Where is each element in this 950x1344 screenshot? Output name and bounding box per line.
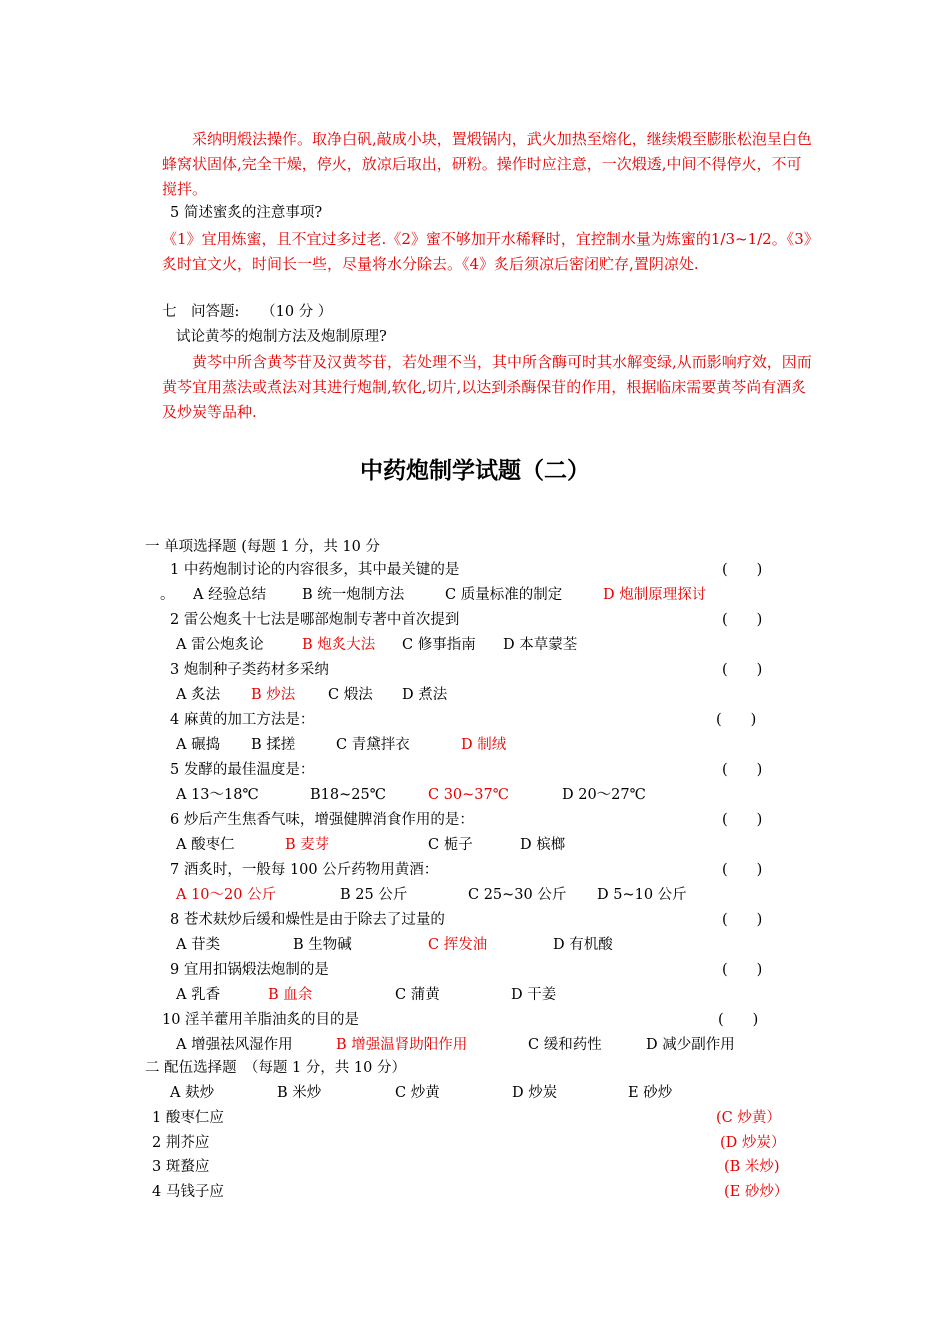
- answer-paren: ( ): [722, 862, 763, 878]
- part-2-option: D 炒炭: [512, 1085, 558, 1101]
- question-stem: 6 炒后产生焦香气味，增强健脾消食作用的是：: [170, 812, 474, 828]
- option: D 干姜: [511, 987, 557, 1003]
- question-stem: 5 发酵的最佳温度是：: [170, 762, 315, 778]
- option: D 槟榔: [520, 837, 566, 853]
- answer-paren: ( ): [722, 962, 763, 978]
- option: D 5~10 公斤: [597, 887, 687, 903]
- part-2-answer: (B 米炒): [724, 1159, 780, 1175]
- option: C 青黛拌衣: [336, 737, 410, 753]
- option-correct: D 炮制原理探讨: [603, 587, 707, 603]
- option: D 20～27℃: [562, 787, 646, 803]
- option-correct: C 30~37℃: [428, 787, 509, 803]
- option-correct: C 挥发油: [428, 937, 488, 953]
- option-correct: B 增强温肾助阳作用: [336, 1037, 468, 1053]
- document-title: 中药炮制学试题（二）: [360, 458, 590, 484]
- option: C 25~30 公斤: [468, 887, 567, 903]
- option: A 雷公炮炙论: [176, 637, 264, 653]
- option: A 经验总结: [193, 587, 267, 603]
- part-2-question: 2 荆芥应: [152, 1135, 210, 1151]
- option: A 乳香: [176, 987, 221, 1003]
- part-1-heading: 一 单项选择题 (每题 1 分，共 10 分: [145, 539, 380, 555]
- answer-paren: ( ): [722, 912, 763, 928]
- option: D 本草蒙荃: [503, 637, 578, 653]
- question-stem: 7 酒炙时，一般每 100 公斤药物用黄酒：: [170, 862, 439, 878]
- option: D 减少副作用: [646, 1037, 735, 1053]
- option: B 生物碱: [293, 937, 352, 953]
- option: C 栀子: [428, 837, 473, 853]
- option: A 炙法: [176, 687, 221, 703]
- question-stem: 2 雷公炮炙十七法是哪部炮制专著中首次提到: [170, 612, 460, 628]
- part-2-question: 3 斑蝥应: [152, 1159, 210, 1175]
- part-2-option: C 炒黄: [395, 1085, 440, 1101]
- option: B 统一炮制方法: [302, 587, 405, 603]
- option: A 13～18℃: [176, 787, 259, 803]
- option-correct: B 血余: [268, 987, 313, 1003]
- part-2-option: B 米炒: [277, 1085, 322, 1101]
- part-2-answer: (D 炒炭）: [720, 1135, 786, 1151]
- section-7-heading: 七 问答题: （10 分 ）: [162, 304, 333, 320]
- option: A 酸枣仁: [176, 837, 235, 853]
- section-7-question: 试论黄芩的炮制方法及炮制原理?: [176, 329, 387, 345]
- answer-paren: ( ): [722, 612, 763, 628]
- question-stem: 3 炮制种子类药材多采纳: [170, 662, 329, 678]
- option: C 煅法: [328, 687, 373, 703]
- question-stem: 1 中药炮制讨论的内容很多，其中最关键的是: [170, 562, 460, 578]
- option: C 缓和药性: [528, 1037, 602, 1053]
- option: C 质量标准的制定: [445, 587, 563, 603]
- option: A 苷类: [176, 937, 221, 953]
- option: B18~25℃: [310, 787, 386, 803]
- option-prefix: 。: [160, 587, 175, 603]
- part-2-question: 1 酸枣仁应: [152, 1110, 224, 1126]
- part-2-question: 4 马钱子应: [152, 1184, 224, 1200]
- option-correct: B 炮炙大法: [302, 637, 376, 653]
- part-2-answer: (E 砂炒）: [724, 1184, 789, 1200]
- option: D 煮法: [402, 687, 448, 703]
- answer-paren: ( ): [716, 712, 757, 728]
- part-2-option: E 砂炒: [628, 1085, 673, 1101]
- answer-paren: ( ): [718, 1012, 759, 1028]
- section-7-answer: 黄芩中所含黄芩苷及汉黄芩苷，若处理不当，其中所含酶可时其水解变绿,从而影响疗效，因而黄芩宜用蒸法或煮法对其进行炮制,软化,切片,以达到杀酶保苷的作用，根据临床需要黄芩尚有酒炙及炒炭等品种.: [162, 353, 812, 421]
- answer-5-paragraph: 《1》宜用炼蜜，且不宜过多过老.《2》蜜不够加开水稀释时，宜控制水量为炼蜜的1/3~1/2。《3》炙时宜文火，时间长一些，尽量将水分除去。《4》炙后须凉后密闭贮存,置阴凉处.: [162, 230, 812, 273]
- part-2-option: A 麸炒: [170, 1085, 215, 1101]
- option: B 25 公斤: [340, 887, 408, 903]
- option-correct: D 制绒: [461, 737, 507, 753]
- question-stem: 8 苍术麸炒后缓和燥性是由于除去了过量的: [170, 912, 445, 928]
- option: A 增强祛风湿作用: [176, 1037, 293, 1053]
- answer-paren: ( ): [722, 562, 763, 578]
- answer-paren: ( ): [722, 812, 763, 828]
- option-correct: B 炒法: [251, 687, 296, 703]
- option: A 碾捣: [176, 737, 221, 753]
- answer-paren: ( ): [722, 662, 763, 678]
- part-2-heading: 二 配伍选择题 （每题 1 分，共 10 分）: [145, 1060, 406, 1076]
- option: C 修事指南: [402, 637, 476, 653]
- option: D 有机酸: [553, 937, 613, 953]
- question-stem: 9 宜用扣锅煅法炮制的是: [170, 962, 329, 978]
- option: C 蒲黄: [395, 987, 440, 1003]
- option-correct: B 麦芽: [285, 837, 330, 853]
- answer-paren: ( ): [722, 762, 763, 778]
- part-2-answer: (C 炒黄）: [716, 1110, 781, 1126]
- question-stem: 10 淫羊藿用羊脂油炙的目的是: [162, 1012, 360, 1028]
- answer-4-paragraph: 采纳明煅法操作。取净白矾,敲成小块，置煅锅内，武火加热至熔化，继续煅至膨胀松泡呈白色蜂窝状固体,完全干燥，停火，放凉后取出，研粉。操作时应注意，一次煅透,中间不得停火，不可搅拌。: [162, 130, 812, 198]
- question-stem: 4 麻黄的加工方法是：: [170, 712, 315, 728]
- option-correct: A 10～20 公斤: [176, 887, 277, 903]
- question-5: 5 简述蜜炙的注意事项?: [170, 205, 323, 221]
- option: B 揉搓: [251, 737, 296, 753]
